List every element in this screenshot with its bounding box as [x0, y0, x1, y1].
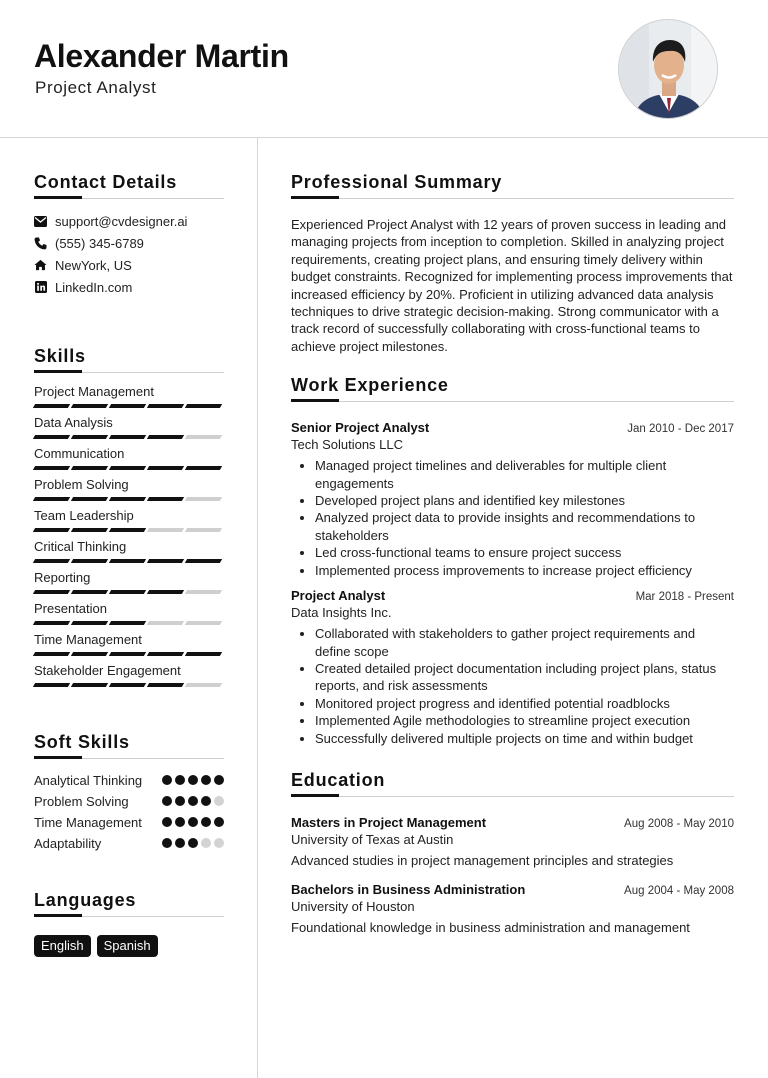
education-entry [291, 882, 734, 935]
soft-skill-name: Analytical Thinking [34, 773, 143, 788]
job-company: Data Insights Inc. [291, 605, 392, 621]
education-section [291, 770, 734, 935]
contact-location-text: NewYork, US [55, 257, 132, 273]
skill-item [34, 508, 224, 532]
rating-dot [162, 775, 172, 785]
left-column [34, 138, 224, 957]
skill-level-segment [33, 683, 70, 687]
skill-name: Team Leadership [34, 508, 134, 523]
skill-level-segment [33, 435, 70, 439]
skill-level-segment [109, 652, 146, 656]
languages-list [34, 935, 224, 957]
job-bullet: • Implemented process improvements to increase project efficiency [315, 562, 734, 579]
contact-linkedin[interactable] [34, 276, 224, 298]
degree-title: Masters in Project Management [291, 814, 487, 830]
rating-dot [201, 775, 211, 785]
skill-level-bar [34, 683, 224, 687]
skill-level-segment [33, 497, 70, 501]
skills-list [34, 384, 224, 687]
skill-level-segment [71, 497, 108, 501]
contact-list [34, 210, 224, 298]
skill-level-segment [185, 528, 222, 532]
soft-skills-list [34, 772, 224, 852]
job-bullets [291, 457, 734, 579]
contact-email-text: support@cvdesigner.ai [55, 213, 188, 229]
rating-dot [201, 838, 211, 848]
soft-skill-name: Adaptability [34, 836, 102, 851]
skill-level-segment [147, 590, 184, 594]
skill-item [34, 539, 224, 563]
job-title: Project Analyst [291, 588, 386, 604]
rating-dot [175, 796, 185, 806]
skill-level-segment [71, 435, 108, 439]
skill-item [34, 663, 224, 687]
skill-level-segment [71, 528, 108, 532]
skill-level-segment [71, 404, 108, 408]
skill-level-segment [147, 404, 184, 408]
soft-skill-item [34, 814, 224, 831]
skill-level-segment [109, 590, 146, 594]
rating-dot [162, 796, 172, 806]
soft-skill-item [34, 793, 224, 810]
education-description: Foundational knowledge in business administration and management [291, 919, 690, 935]
skill-level-segment [185, 683, 222, 687]
school-name: University of Houston [291, 898, 415, 914]
contact-title: Contact Details [34, 172, 224, 199]
job-bullets [291, 625, 734, 747]
experience-title: Work Experience [291, 375, 734, 402]
education-title: Education [291, 770, 734, 797]
job-date: Mar 2018 - Present [635, 591, 734, 604]
skill-name: Critical Thinking [34, 539, 127, 554]
skill-level-bar [34, 590, 224, 594]
soft-skill-name: Time Management [34, 815, 142, 830]
profile-photo-icon [619, 20, 718, 119]
contact-email[interactable] [34, 210, 224, 232]
skill-level-segment [109, 559, 146, 563]
skill-level-segment [147, 652, 184, 656]
skill-level-bar [34, 621, 224, 625]
rating-dot [201, 796, 211, 806]
skill-level-bar [34, 404, 224, 408]
rating-dot [188, 838, 198, 848]
education-date: Aug 2004 - May 2008 [624, 884, 734, 897]
skill-level-segment [33, 466, 70, 470]
soft-skills-section [34, 732, 224, 852]
skill-level-bar [34, 559, 224, 563]
soft-skill-item [34, 772, 224, 789]
rating-dot [162, 838, 172, 848]
skill-level-segment [71, 466, 108, 470]
skill-name: Communication [34, 446, 125, 461]
job-bullet: • Monitored project progress and identified potential roadblocks [315, 695, 734, 712]
skill-level-segment [147, 466, 184, 470]
skill-level-segment [185, 435, 222, 439]
skill-name: Problem Solving [34, 477, 129, 492]
contact-location [34, 254, 224, 276]
skill-level-segment [109, 435, 146, 439]
skill-level-segment [109, 683, 146, 687]
rating-dot [162, 817, 172, 827]
job-bullet: • Managed project timelines and deliverables for multiple client engagements [315, 457, 734, 492]
soft-skills-title: Soft Skills [34, 732, 224, 759]
education-entry [291, 815, 734, 868]
skill-level-segment [147, 621, 184, 625]
job-entry [291, 420, 734, 579]
job-header [291, 588, 734, 603]
contact-section [34, 172, 224, 298]
skill-item [34, 632, 224, 656]
skill-name: Presentation [34, 601, 107, 616]
experience-section [291, 375, 734, 747]
job-bullet: • Led cross-functional teams to ensure project success [315, 544, 734, 561]
job-header [291, 420, 734, 435]
skill-level-segment [71, 590, 108, 594]
language-badge: English [34, 935, 91, 957]
soft-skill-rating [162, 817, 224, 827]
skill-name: Time Management [34, 632, 142, 647]
skill-level-segment [71, 559, 108, 563]
rating-dot [201, 817, 211, 827]
job-title: Senior Project Analyst [291, 420, 430, 436]
phone-icon [34, 237, 47, 250]
rating-dot [214, 838, 224, 848]
school-name: University of Texas at Austin [291, 831, 454, 847]
soft-skill-name: Problem Solving [34, 794, 129, 809]
skill-level-bar [34, 652, 224, 656]
skill-level-segment [71, 683, 108, 687]
summary-section [291, 172, 734, 355]
skill-level-segment [71, 621, 108, 625]
skill-level-segment [147, 559, 184, 563]
job-bullet: • Implemented Agile methodologies to streamline project execution [315, 712, 734, 729]
skill-level-segment [33, 652, 70, 656]
resume-header [0, 0, 768, 138]
language-badge: Spanish [97, 935, 158, 957]
rating-dot [175, 775, 185, 785]
job-bullet: • Created detailed project documentation including project plans, status reports, and risk assessments [315, 660, 734, 695]
rating-dot [214, 775, 224, 785]
skill-level-segment [109, 621, 146, 625]
skill-level-segment [33, 621, 70, 625]
skill-item [34, 446, 224, 470]
profile-photo [618, 19, 718, 119]
skill-level-segment [185, 497, 222, 501]
skill-level-bar [34, 528, 224, 532]
languages-section [34, 890, 224, 957]
soft-skill-rating [162, 838, 224, 848]
column-divider [257, 138, 258, 1078]
education-date: Aug 2008 - May 2010 [624, 817, 734, 830]
rating-dot [188, 796, 198, 806]
skill-level-segment [185, 404, 222, 408]
skill-level-bar [34, 435, 224, 439]
linkedin-icon [34, 281, 47, 294]
skill-level-segment [109, 528, 146, 532]
education-header [291, 882, 734, 897]
skill-level-segment [185, 590, 222, 594]
rating-dot [188, 775, 198, 785]
contact-phone-text: (555) 345-6789 [55, 235, 144, 251]
email-icon [34, 215, 47, 228]
home-icon [34, 259, 47, 272]
skill-level-segment [147, 497, 184, 501]
candidate-name: Alexander Martin [34, 38, 289, 74]
languages-title: Languages [34, 890, 224, 917]
skill-level-segment [33, 559, 70, 563]
skill-item [34, 384, 224, 408]
skill-level-segment [147, 435, 184, 439]
skill-level-segment [109, 466, 146, 470]
skill-level-segment [71, 652, 108, 656]
job-bullet: • Collaborated with stakeholders to gather project requirements and define scope [315, 625, 734, 660]
skills-section [34, 346, 224, 687]
skill-name: Project Management [34, 384, 154, 399]
skill-name: Reporting [34, 570, 91, 585]
education-description: Advanced studies in project management principles and strategies [291, 852, 674, 868]
skill-item [34, 415, 224, 439]
summary-text: Experienced Project Analyst with 12 years of proven success in leading and managing projects from inception to completion. Skilled in analyzing project requirements, creating project plans, and ensuring timely delivery within budget constraints. Recognized for implementing process improvements that increased efficiency by 20%. Proficient in utilizing advanced data analysis techniques to drive strategic decision-making. Strong communicator with a track record of successfully collaborating with cross-functional teams to achieve project milestones. [291, 217, 733, 354]
rating-dot [175, 817, 185, 827]
summary-title: Professional Summary [291, 172, 734, 199]
rating-dot [175, 838, 185, 848]
skill-level-segment [33, 590, 70, 594]
skill-level-segment [185, 652, 222, 656]
soft-skill-rating [162, 775, 224, 785]
skill-level-segment [33, 404, 70, 408]
skill-item [34, 601, 224, 625]
skill-level-segment [33, 528, 70, 532]
job-entry [291, 588, 734, 747]
skill-level-segment [109, 497, 146, 501]
candidate-role: Project Analyst [35, 78, 157, 97]
skill-level-segment [109, 404, 146, 408]
skill-level-segment [147, 683, 184, 687]
job-bullet: • Successfully delivered multiple projects on time and within budget [315, 730, 734, 747]
skill-level-bar [34, 466, 224, 470]
skills-title: Skills [34, 346, 224, 373]
job-company: Tech Solutions LLC [291, 437, 404, 453]
skill-level-bar [34, 497, 224, 501]
job-bullet: • Analyzed project data to provide insights and recommendations to stakeholders [315, 509, 734, 544]
degree-title: Bachelors in Business Administration [291, 881, 526, 897]
job-bullet: • Developed project plans and identified key milestones [315, 492, 734, 509]
right-column [291, 138, 734, 935]
skill-level-segment [147, 528, 184, 532]
skill-name: Stakeholder Engagement [34, 663, 181, 678]
soft-skill-rating [162, 796, 224, 806]
skill-item [34, 570, 224, 594]
contact-linkedin-text: LinkedIn.com [55, 279, 133, 295]
rating-dot [214, 796, 224, 806]
job-date: Jan 2010 - Dec 2017 [627, 423, 734, 436]
rating-dot [214, 817, 224, 827]
skill-name: Data Analysis [34, 415, 113, 430]
rating-dot [188, 817, 198, 827]
contact-phone[interactable] [34, 232, 224, 254]
skill-level-segment [185, 559, 222, 563]
soft-skill-item [34, 835, 224, 852]
skill-item [34, 477, 224, 501]
skill-level-segment [185, 621, 222, 625]
education-header [291, 815, 734, 830]
skill-level-segment [185, 466, 222, 470]
